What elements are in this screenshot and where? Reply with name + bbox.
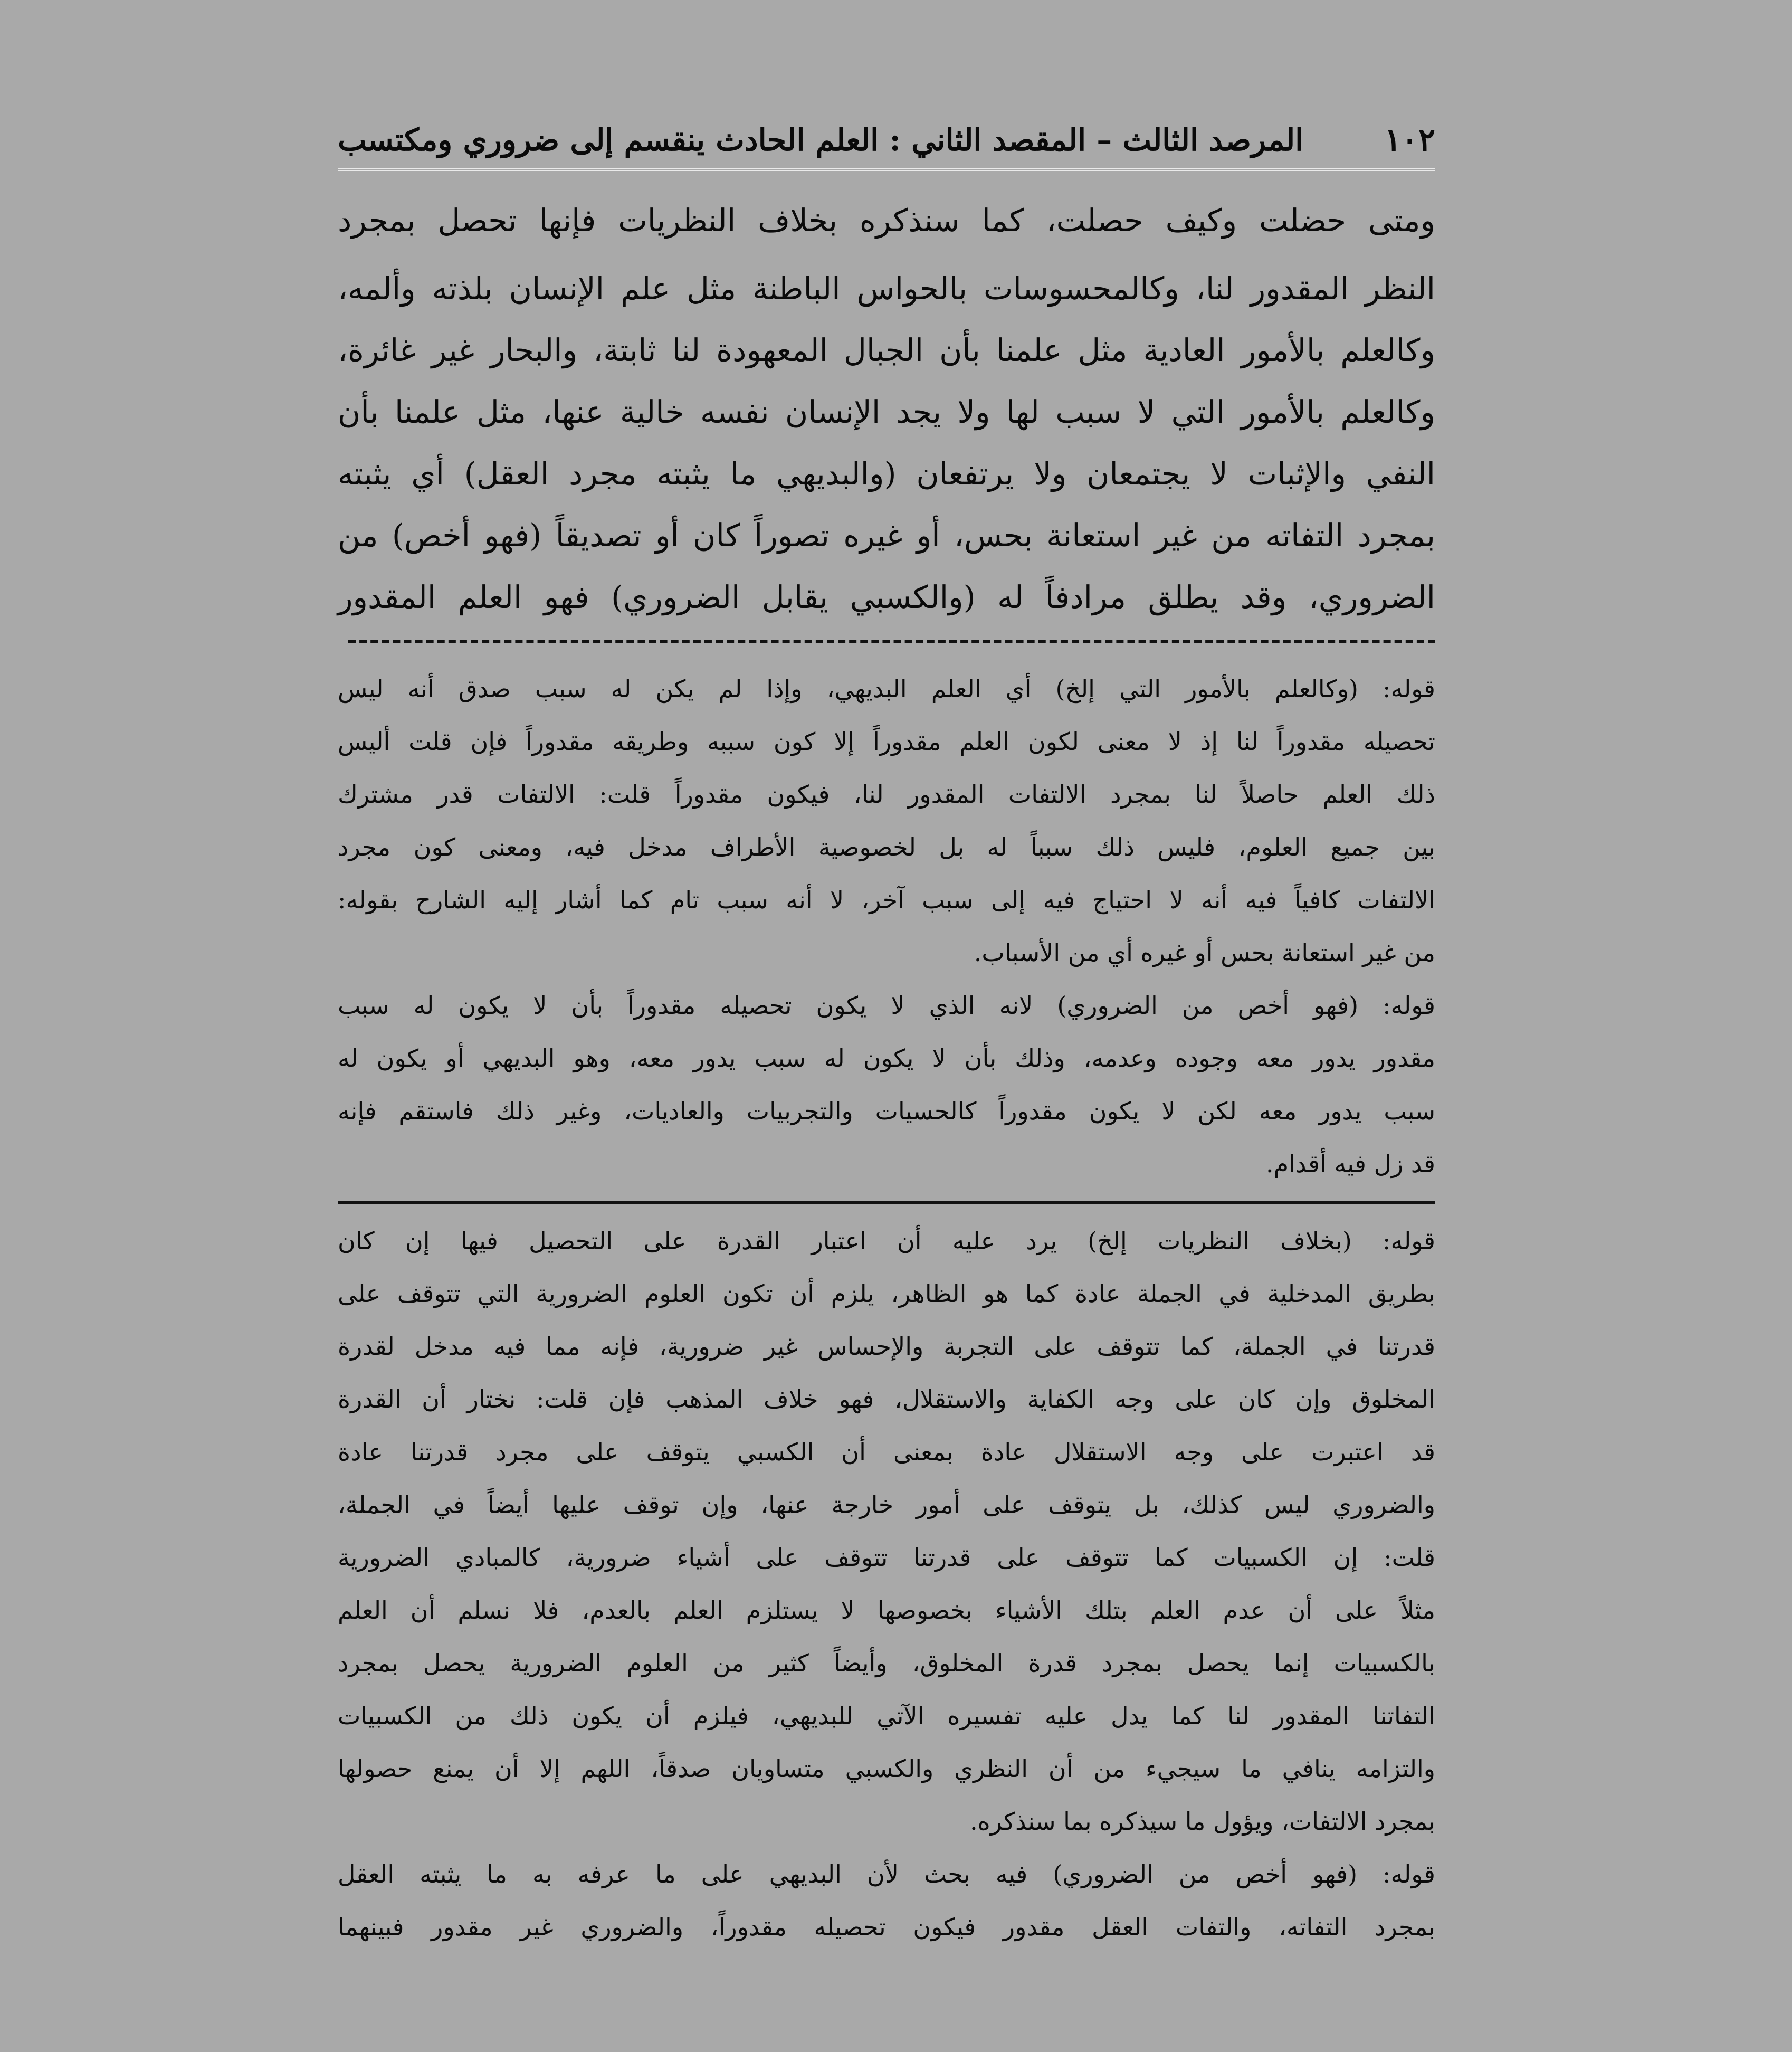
running-title: المرصد الثالث – المقصد الثاني : العلم الحادث ينقسم إلى ضروري ومكتسب bbox=[338, 122, 1304, 158]
footnote-line: المخلوق وإن كان على وجه الكفاية والاستقلال، فهو خلاف المذهب فإن قلت: نختار أن القدرة bbox=[338, 1385, 1435, 1413]
footnote-line: قوله: (فهو أخص من الضروري) فيه بحث لأن البديهي على ما عرفه به ما يثبته العقل bbox=[338, 1860, 1435, 1888]
commentary-line: من غير استعانة بحس أو غيره أي من الأسباب. bbox=[974, 938, 1435, 967]
commentary-line: بين جميع العلوم، فليس ذلك سبباً له بل لخصوصية الأطراف مدخل فيه، ومعنى كون مجرد bbox=[338, 833, 1435, 861]
main-text-line: الضروري، وقد يطلق مرادفاً له (والكسبي يقابل الضروري) فهو العلم المقدور bbox=[338, 579, 1435, 615]
page-number: ١٠٢ bbox=[1384, 121, 1435, 158]
main-text-line: ومتى حضلت وكيف حصلت، كما سنذكره بخلاف النظريات فإنها تحصل بمجرد bbox=[338, 202, 1435, 239]
footnote-line: بالكسبيات إنما يحصل بمجرد قدرة المخلوق، وأيضاً كثير من العلوم الضرورية يحصل بمجرد bbox=[338, 1649, 1435, 1677]
footnote-line: قدرتنا في الجملة، كما تتوقف على التجربة والإحساس غير ضرورية، فإنه مما فيه مدخل لقدرة bbox=[338, 1332, 1435, 1361]
dashed-separator bbox=[348, 640, 1435, 643]
footnote-line: بمجرد التفاته، والتفات العقل مقدور فيكون تحصيله مقدوراً، والضروري غير مقدور فبينهما bbox=[338, 1913, 1435, 1941]
footnote-line: بمجرد الالتفات، ويؤول ما سيذكره بما سنذكره. bbox=[969, 1807, 1435, 1836]
footnote-line: والضروري ليس كذلك، بل يتوقف على أمور خارجة عنها، وإن توقف عليها أيضاً في الجملة، bbox=[338, 1490, 1435, 1519]
commentary-line: الالتفات كافياً فيه أنه لا احتياج فيه إلى سبب آخر، لا أنه سبب تام كما أشار إليه الشارح بقوله: bbox=[338, 886, 1435, 914]
commentary-line: قوله: (وكالعلم بالأمور التي إلخ) أي العلم البديهي، وإذا لم يكن له سبب صدق أنه ليس bbox=[338, 674, 1435, 703]
footnote-line: التفاتنا المقدور لنا كما يدل عليه تفسيره الآتي للبديهي، فيلزم أن يكون ذلك من الكسبيات bbox=[338, 1702, 1436, 1730]
footnote-line: قد اعتبرت على وجه الاستقلال عادة بمعنى أن الكسبي يتوقف على مجرد قدرتنا عادة bbox=[338, 1438, 1435, 1466]
footnote-line: قوله: (بخلاف النظريات إلخ) يرد عليه أن اعتبار القدرة على التحصيل فيها إن كان bbox=[338, 1227, 1435, 1255]
book-page bbox=[338, 116, 1435, 1953]
commentary-line: سبب يدور معه لكن لا يكون مقدوراً كالحسيات والتجربيات والعاديات، وغير ذلك فاستقم فإنه bbox=[338, 1097, 1435, 1125]
commentary-line: قوله: (فهو أخص من الضروري) لانه الذي لا يكون تحصيله مقدوراً بأن لا يكون له سبب bbox=[338, 991, 1435, 1020]
footnote-line: مثلاً على أن عدم العلم بتلك الأشياء بخصوصها لا يستلزم العلم بالعدم، فلا نسلم أن العلم bbox=[338, 1596, 1435, 1624]
footnote-line: بطريق المدخلية في الجملة عادة كما هو الظاهر، يلزم أن تكون العلوم الضرورية التي تتوقف على bbox=[338, 1279, 1435, 1308]
commentary-line: مقدور يدور معه وجوده وعدمه، وذلك بأن لا يكون له سبب يدور معه، وهو البديهي أو يكون له bbox=[338, 1044, 1435, 1072]
footnote-line: والتزامه ينافي ما سيجيء من أن النظري والكسبي متساويان صدقاً، اللهم إلا أن يمنع حصولها bbox=[338, 1754, 1435, 1783]
footnote-line: قلت: إن الكسبيات كما تتوقف على قدرتنا تتوقف على أشياء ضرورية، كالمبادي الضرورية bbox=[338, 1543, 1435, 1572]
main-text-line: وكالعلم بالأمور العادية مثل علمنا بأن الجبال المعهودة لنا ثابتة، والبحار غير غائرة، bbox=[338, 332, 1435, 368]
main-text-line: النفي والإثبات لا يجتمعان ولا يرتفعان (والبديهي ما يثبته مجرد العقل) أي يثبته bbox=[338, 455, 1435, 492]
commentary-section bbox=[338, 662, 1435, 1190]
main-text-line: بمجرد التفاته من غير استعانة بحس، أو غيره تصوراً كان أو تصديقاً (فهو أخص) من bbox=[338, 517, 1435, 554]
footnote-section bbox=[338, 1214, 1435, 1953]
main-text-line: النظر المقدور لنا، وكالمحسوسات بالحواس الباطنة مثل علم الإنسان بلذته وألمه، bbox=[338, 270, 1435, 307]
main-text-line: وكالعلم بالأمور التي لا سبب لها ولا يجد الإنسان نفسه خالية عنها، مثل علمنا بأن bbox=[338, 394, 1435, 430]
solid-separator bbox=[338, 1201, 1435, 1204]
page-header bbox=[338, 116, 1435, 164]
header-rule bbox=[338, 168, 1435, 171]
commentary-line: ذلك العلم حاصلاً لنا بمجرد الالتفات المقدور لنا، فيكون مقدوراً قلت: الالتفات قدر مشترك bbox=[338, 780, 1435, 809]
commentary-line: تحصيله مقدوراً لنا إذ لا معنى لكون العلم مقدوراً إلا كون سببه وطريقه مقدوراً فإن قلت أليس bbox=[338, 727, 1435, 756]
commentary-line: قد زل فيه أقدام. bbox=[1266, 1150, 1435, 1178]
main-text bbox=[338, 184, 1435, 628]
